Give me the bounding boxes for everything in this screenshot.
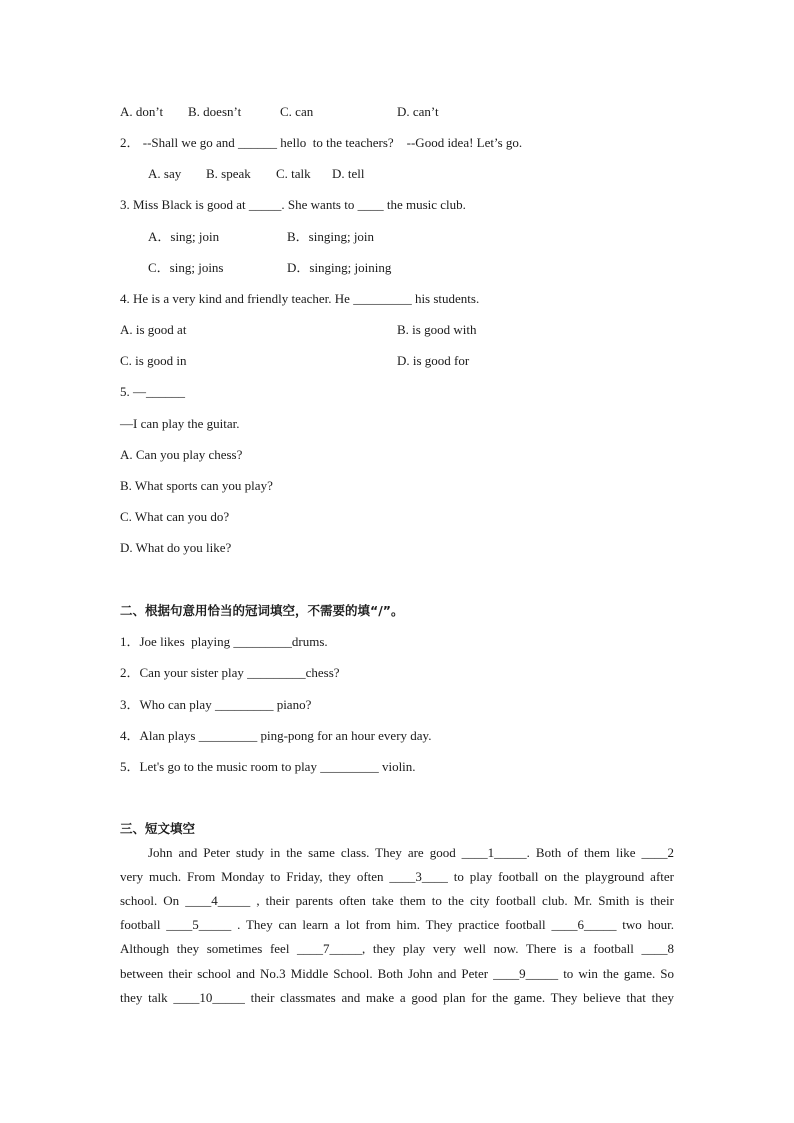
- q5-option-b: B. What sports can you play?: [120, 478, 273, 493]
- q4-option-c: C. is good in: [120, 353, 187, 368]
- article-item-3: 3．Who can play _________ piano?: [120, 697, 312, 712]
- q2-option-d: D. tell: [332, 166, 365, 181]
- q3-option-b: B．singing; join: [287, 229, 375, 244]
- q5-option-c: C. What can you do?: [120, 509, 230, 524]
- passage-line-4: football ____5_____ . They can learn a lot from him. They practice football ____6_____ two hour.: [120, 917, 674, 932]
- q1-option-b: B. doesn’t: [188, 104, 242, 119]
- passage-line-2: very much. From Monday to Friday, they often ____3____ to play football on the playground after: [120, 869, 674, 884]
- passage-line-7: they talk ____10_____ their classmates and make a good plan for the game. They believe that they: [120, 990, 674, 1005]
- q2-option-b: B. speak: [206, 166, 251, 181]
- q5-option-d: D. What do you like?: [120, 540, 232, 555]
- q3-option-a: A．sing; join: [148, 229, 220, 244]
- passage-line-5: Although they sometimes feel ____7_____, they play very well now. There is a football ____8: [120, 941, 674, 956]
- q5-option-a: A. Can you play chess?: [120, 447, 243, 462]
- q1-option-d: D. can’t: [397, 104, 439, 119]
- q2-option-a: A. say: [148, 166, 182, 181]
- section-2-heading: 二、根据句意用恰当的冠词填空，不需要的填“/”。: [120, 603, 404, 618]
- q2-stem: 2． --Shall we go and ______ hello to the teachers? --Good idea! Let’s go.: [120, 135, 523, 150]
- q3-option-c: C．sing; joins: [148, 260, 224, 275]
- q3-option-d: D．singing; joining: [287, 260, 392, 275]
- q4-option-b: B. is good with: [397, 322, 477, 337]
- q5-stem: 5. —______: [120, 384, 185, 399]
- passage-line-6: between their school and No.3 Middle School. Both John and Peter ____9_____ to win the game. So: [120, 966, 674, 981]
- article-item-2: 2．Can your sister play _________chess?: [120, 665, 340, 680]
- q4-stem: 4. He is a very kind and friendly teacher. He _________ his students.: [120, 291, 480, 306]
- article-item-4: 4．Alan plays _________ ping-pong for an hour every day.: [120, 728, 432, 743]
- article-item-5: 5．Let's go to the music room to play _________ violin.: [120, 759, 416, 774]
- q2-option-c: C. talk: [276, 166, 311, 181]
- q1-option-a: A. don’t: [120, 104, 164, 119]
- q4-option-a: A. is good at: [120, 322, 187, 337]
- q1-option-c: C. can: [280, 104, 314, 119]
- passage-line-1: John and Peter study in the same class. They are good ____1_____. Both of them like ____2: [148, 845, 674, 860]
- section-3-heading: 三、短文填空: [120, 821, 196, 836]
- q5-reply: —I can play the guitar.: [120, 416, 240, 431]
- passage-line-3: school. On ____4_____ , their parents often take them to the city football club. Mr. Smith is their: [120, 893, 674, 908]
- article-item-1: 1．Joe likes playing _________drums.: [120, 634, 328, 649]
- q3-stem: 3. Miss Black is good at _____. She wants to ____ the music club.: [120, 197, 466, 212]
- q4-option-d: D. is good for: [397, 353, 470, 368]
